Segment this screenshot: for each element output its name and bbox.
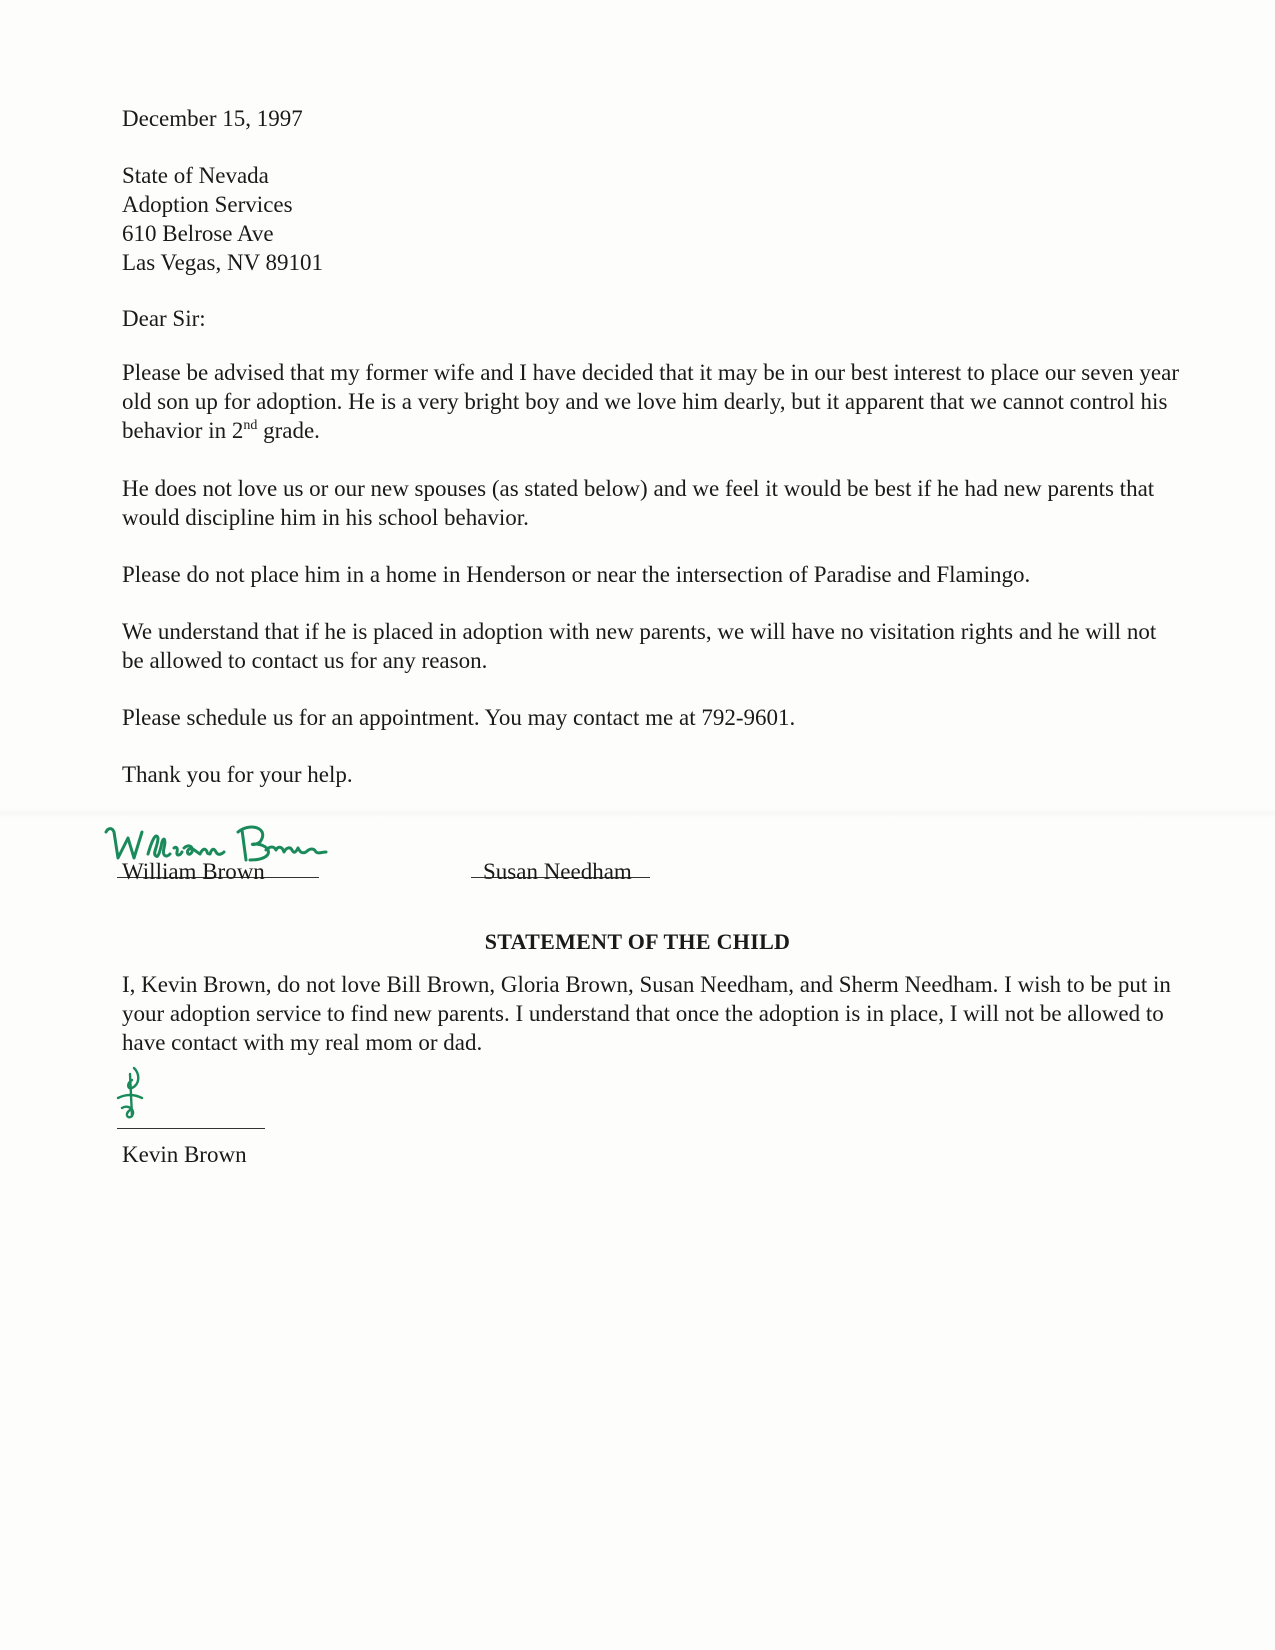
paragraph-3: Please do not place him in a home in Henderson or near the intersection of Paradise and Flamingo. xyxy=(122,562,1031,587)
signer-name-2: Susan Needham xyxy=(483,859,632,884)
signature-kevin-brown xyxy=(112,1064,152,1124)
paragraph-5: Please schedule us for an appointment. You may contact me at 792-9601. xyxy=(122,705,796,730)
closing: Thank you for your help. xyxy=(122,762,353,787)
statement-heading: STATEMENT OF THE CHILD xyxy=(484,929,791,954)
statement-paragraph: I, Kevin Brown, do not love Bill Brown, Gloria Brown, Susan Needham, and Sherm Needham. I wish to be put in your adoption service to find new parents. I understand that once the adoption is in place, I will not be allowed to have contact with my real mom or dad. xyxy=(122,972,1171,1055)
signature-line-3 xyxy=(117,1128,265,1129)
paragraph-2: He does not love us or our new spouses (as stated below) and we feel it would be best if he had new parents that would discipline him in his school behavior. xyxy=(122,476,1155,530)
paragraph-1-text: Please be advised that my former wife and I have decided that it may be in our best interest to place our seven year old son up for adoption. He is a very bright boy and we love him dearly, but it apparent that we cannot control his behavior in 2 xyxy=(122,360,1179,443)
recipient-line-1: State of Nevada xyxy=(122,163,269,188)
signer-name-3: Kevin Brown xyxy=(122,1142,247,1167)
recipient-line-2: Adoption Services xyxy=(122,192,293,217)
paragraph-1-end: grade. xyxy=(257,418,320,443)
paragraph-4: We understand that if he is placed in adoption with new parents, we will have no visitation rights and he will not be allowed to contact us for any reason. xyxy=(122,619,1157,673)
recipient-line-4: Las Vegas, NV 89101 xyxy=(122,250,324,275)
signer-name-1: William Brown xyxy=(122,859,265,884)
recipient-line-3: 610 Belrose Ave xyxy=(122,221,274,246)
ordinal-superscript: nd xyxy=(243,418,258,433)
salutation: Dear Sir: xyxy=(122,306,206,331)
paragraph-1 xyxy=(122,358,1182,445)
paper-fold xyxy=(0,808,1275,818)
letter-date: December 15, 1997 xyxy=(122,106,303,131)
